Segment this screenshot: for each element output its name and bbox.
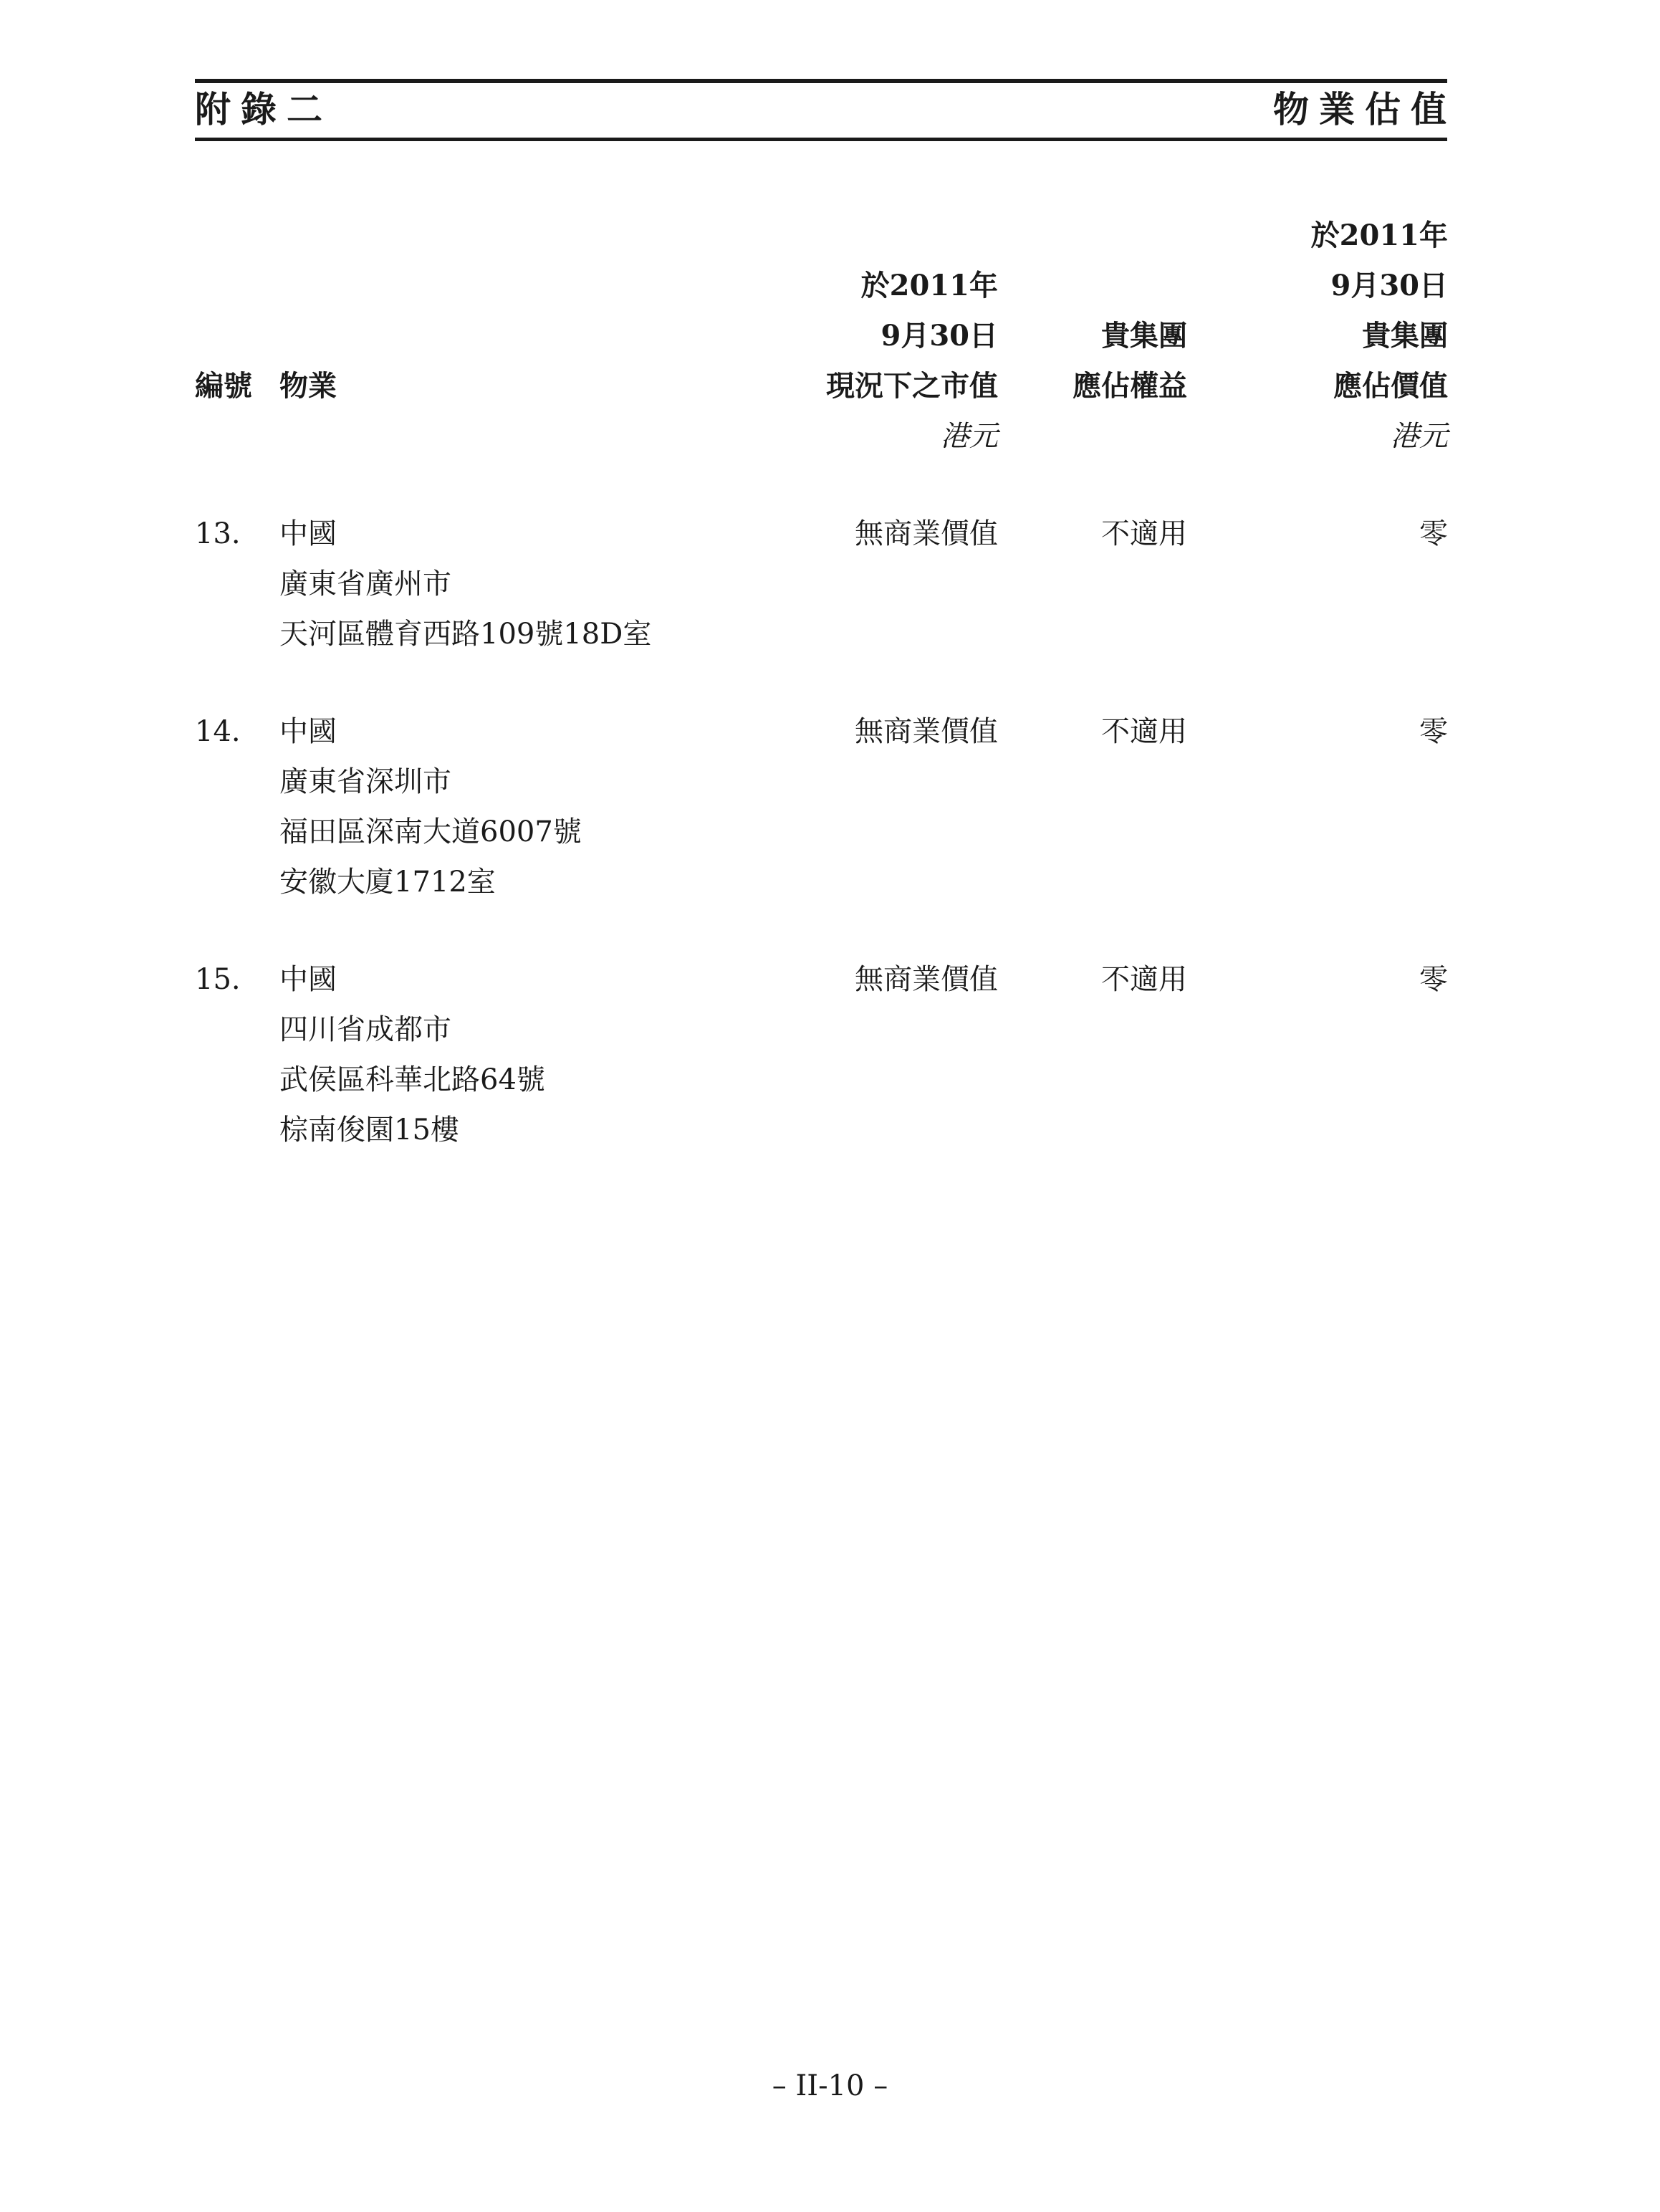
column-header-market-value-unit: 港元 [941, 420, 998, 453]
header-top-rule [195, 79, 1447, 83]
column-header-group-value-line: 貴集團 [1362, 319, 1448, 353]
property-address [279, 509, 651, 659]
group-value-cell: 零 [1419, 715, 1448, 748]
section-title: 物業估值 [1273, 88, 1457, 130]
column-header-interest-line: 應佔權益 [1073, 369, 1187, 403]
column-header-interest [972, 311, 1187, 411]
market-value-cell: 無商業價值 [855, 715, 998, 748]
address-line: 天河區體育西路109號18D室 [279, 618, 652, 651]
address-line: 中國 [279, 963, 337, 996]
column-header-number: 編號 [195, 369, 252, 403]
address-line: 安徽大廈1712室 [279, 866, 496, 899]
column-header-group-value [1190, 211, 1448, 461]
column-header-group-value-line: 9月30日 [1330, 269, 1448, 302]
address-line: 四川省成都市 [279, 1013, 451, 1046]
group-value-cell: 零 [1419, 963, 1448, 996]
address-line: 廣東省深圳市 [279, 765, 451, 798]
column-header-group-value-line: 應佔價值 [1333, 369, 1448, 403]
address-line: 棕南俊園15樓 [279, 1114, 459, 1146]
property-address [279, 707, 582, 907]
column-header-group-value-unit: 港元 [1391, 420, 1448, 453]
address-line: 廣東省廣州市 [279, 568, 451, 600]
row-number: 13. [195, 517, 241, 550]
interest-cell: 不適用 [1101, 517, 1187, 550]
page-number: – II-10 – [772, 2069, 888, 2102]
address-line: 武侯區科華北路64號 [279, 1063, 545, 1096]
property-address [279, 954, 545, 1155]
row-number: 14. [195, 715, 241, 748]
interest-cell: 不適用 [1101, 963, 1187, 996]
row-number: 15. [195, 963, 241, 996]
column-header-market-value [711, 261, 998, 461]
address-line: 福田區深南大道6007號 [279, 815, 582, 848]
address-line: 中國 [279, 715, 337, 748]
address-line: 中國 [279, 517, 337, 550]
column-header-interest-line: 貴集團 [1101, 319, 1187, 353]
group-value-cell: 零 [1419, 517, 1448, 550]
column-header-market-value-line: 9月30日 [881, 319, 998, 353]
column-header-property: 物業 [279, 369, 337, 403]
header-bottom-rule [195, 138, 1447, 141]
market-value-cell: 無商業價值 [855, 963, 998, 996]
column-header-group-value-line: 於2011年 [1310, 219, 1448, 252]
market-value-cell: 無商業價值 [855, 517, 998, 550]
appendix-title: 附錄二 [195, 88, 332, 130]
interest-cell: 不適用 [1101, 715, 1187, 748]
column-header-market-value-line: 於2011年 [860, 269, 998, 302]
column-header-market-value-line: 現況下之市值 [826, 369, 998, 403]
